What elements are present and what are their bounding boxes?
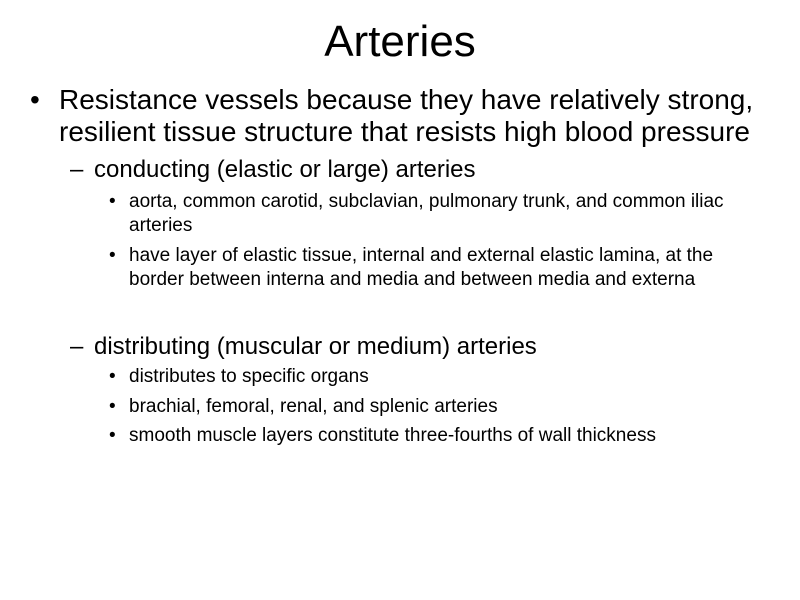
bullet-icon: • xyxy=(109,425,116,446)
sub-item-label: conducting (elastic or large) arteries xyxy=(94,156,476,183)
sub-item-distributing xyxy=(30,333,770,361)
bullet-icon: • xyxy=(109,395,116,417)
point-item xyxy=(30,365,770,389)
bullet-icon: • xyxy=(109,366,116,387)
bullet-icon: • xyxy=(30,84,40,115)
point-text: distributes to specific organs xyxy=(129,366,369,387)
point-text: brachial, femoral, renal, and splenic arteries xyxy=(129,395,498,417)
point-text: have layer of elastic tissue, internal and external elastic lamina, at the border between interna and media and between media and externa xyxy=(129,245,714,290)
dash-icon: – xyxy=(70,333,84,360)
point-text: smooth muscle layers constitute three-fourths of wall thickness xyxy=(129,425,656,446)
bullet-item xyxy=(30,84,770,148)
point-item xyxy=(30,244,770,291)
dash-icon: – xyxy=(70,156,84,183)
sub-item-label: distributing (muscular or medium) arteries xyxy=(94,333,537,360)
bullet-text: Resistance vessels because they have relatively strong, resilient tissue structure that resists high blood pressure xyxy=(59,84,754,147)
bullet-icon: • xyxy=(109,191,116,212)
bullet-icon: • xyxy=(109,245,116,266)
slide-title: Arteries xyxy=(324,17,476,66)
point-item xyxy=(30,395,770,419)
point-text: aorta, common carotid, subclavian, pulmonary trunk, and common iliac arteries xyxy=(129,191,724,236)
point-item xyxy=(30,190,770,237)
point-item xyxy=(30,424,770,448)
bullet-list xyxy=(30,84,770,448)
sub-item-conducting xyxy=(30,156,770,184)
